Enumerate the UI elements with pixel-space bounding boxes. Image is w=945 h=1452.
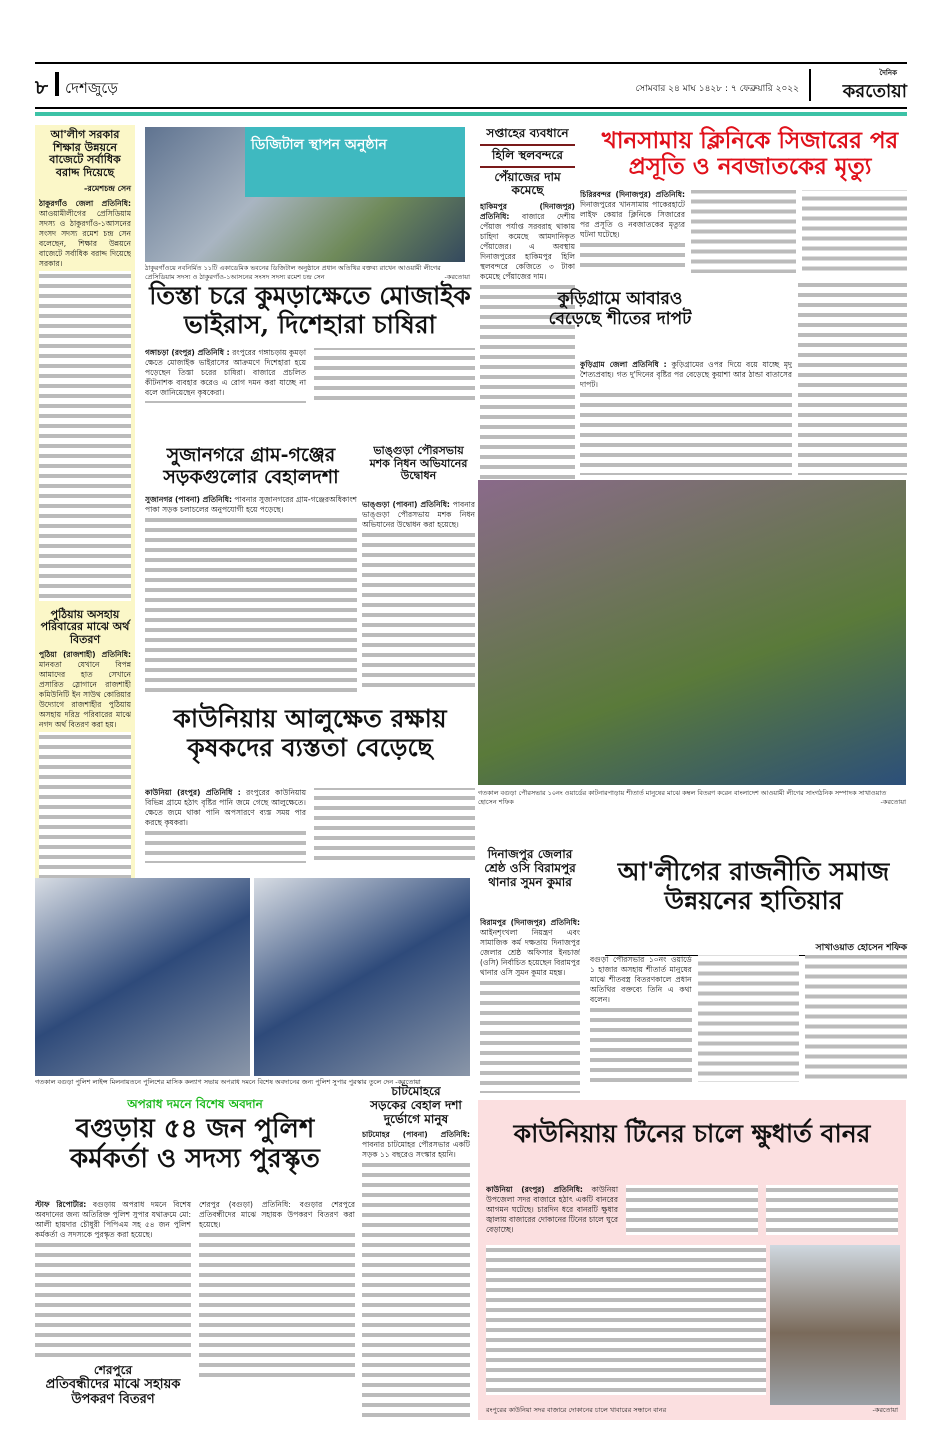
photo-caption: গতকাল বগুড়া পৌরসভার ১০নং ওয়ার্ডের কাটনারপাড়ায় শীতার্ত মানুষের মাঝে কম্বল বিতরণ করেন বাংলাদেশ আওয়ামী লীগের সাংগঠনিক সম্পাদক সাখাওয়াত হোসেন শফিক -করতোয়া [478, 789, 906, 806]
divider [55, 72, 59, 96]
text-filler [362, 1160, 470, 1420]
article-sujanagar [145, 495, 357, 695]
article-body: বগুড়ায় অপরাধ দমনে বিশেষ অবদানের জন্য অতিরিক্ত পুলিশ সুপার যথাক্রমে মো: আলী হায়দার চৌধুরী পিপিএম সহ ৫৪ জন পুলিশ কর্মকর্তা ও সদস্যকে পুরস্কৃত করা হয়েছে। [35, 1200, 191, 1239]
chatmohor-block [362, 1085, 470, 1420]
section-name: দেশজুড়ে [65, 79, 118, 97]
issue-date: সোমবার ২৪ মাঘ ১৪২৮ : ৭ ফেব্রুয়ারি ২০২২ [635, 84, 799, 94]
article-body: বাজারে দেশীয় পেঁয়াজ পর্যাপ্ত সরবরাহ থাকায় চাহিদা কমেছে আমদানিকৃত পেঁয়াজের। এ অবস্থায় দিনাজপুরের হাকিমপুর হিলি স্থলবন্দরে কেজিতে ৩ টাকা কমেছে পেঁয়াজের দাম। [480, 212, 575, 282]
kicker: শেরপুরে [93, 1363, 133, 1377]
photo-blanket-distribution [478, 480, 906, 785]
headline-aleague: আ'লীগের রাজনীতি সমাজ উন্নয়নের হাতিয়ার [617, 857, 890, 915]
photo-credit: -করতোয়া [395, 1078, 421, 1086]
text-filler [362, 530, 475, 690]
text-filler [39, 271, 131, 601]
kicker: সপ্তাহের ব্যবধানে [480, 127, 575, 146]
photo-caption: ঠাকুরগাঁওয়ে নবনির্মিত ১১টি একাডেমিক ভবনের ডিজিটাল অনুষ্ঠানে প্রধান অতিথির বক্তব্য রাখেন আওয়ামী লীগের প্রেসিডিয়াম সদস্য ও ঠাকুরগাঁও-১আসনের সংসদ সদস্য রমেশ চন্দ্র সেন -করতোয়া [145, 264, 470, 281]
article-body: রংপুরের কাউনিয়ায় বিভিন্ন গ্রামে হঠাৎ বৃষ্টির পানি জমে গেছে আলুক্ষেতে। ক্ষেতে জমে থাকা পানি অপসারণে ব্যস্ত সময় পার করছে কৃষকরা। [145, 788, 306, 827]
dateline: গঙ্গাচড়া (রংপুর) প্রতিনিধি : [145, 348, 230, 357]
photo-ceremony [145, 127, 465, 262]
article-body: দিনাজপুরের খানসামায় পাকেরহাটে লাইফ কেয়ার ক্লিনিকে সিজারের পর প্রসূতি ও নবজাতকের মৃত্যুর ঘটনা ঘটেছে। [580, 200, 685, 239]
kicker: চাটমোহরে [391, 1084, 441, 1098]
article-bogura [35, 1200, 355, 1428]
photo-credit: -করতোয়া [444, 273, 470, 281]
banner-text: ডিজিটাল স্থাপন অনুষ্ঠান [245, 127, 465, 197]
byline: সাখাওয়াত হোসেন শফিক [605, 940, 907, 956]
dateline: চিরিরবন্দর (দিনাজপুর) প্রতিনিধি: [580, 190, 685, 199]
dateline: কাউনিয়া (রংপুর) প্রতিনিধি : [145, 788, 241, 797]
article-body: আইনশৃংখলা নিয়ন্ত্রণ এবং সামাজিক কর্ম দক্ষতায় দিনাজপুর জেলার শ্রেষ্ঠ অফিসার ইনচার্জ (ওসি) নির্বাচিত হয়েছেন বিরামপুর থানার ওসি সুমন কুমার মহন্ত। [480, 928, 580, 977]
article-body: কাউনিয়া উপজেলা সদর বাজারে হঠাৎ একটি বানরের আগমন ঘটেছে। চারদিন ধরে বানরটি ক্ষুধার জ্বালায় বাজারের দোকানের টিনের চালে ঘুরে বেড়াচ্ছে। [486, 1185, 618, 1234]
headline-tista: তিস্তা চরে কুমড়াক্ষেতে মোজাইক ভাইরাস, দিশেহারা চাষিরা [149, 281, 471, 339]
newspaper-logo: করতোয়া [842, 81, 907, 102]
headline: আ'লীগ সরকার শিক্ষার উন্নয়নে বাজেটে সর্বাধিক বরাদ্দ দিয়েছে [49, 128, 121, 179]
teal-rule [35, 112, 907, 116]
dateline: চাটমোহর (পাবনা) প্রতিনিধি: [362, 1130, 470, 1140]
headline-chatmohor: সড়কের বেহাল দশা দুর্ভোগে মানুষ [370, 1097, 462, 1126]
headline-hili: পেঁয়াজের দাম কমেছে [494, 169, 561, 198]
photo-credit: -করতোয়া [872, 1406, 898, 1414]
article-khansama [580, 190, 907, 280]
text-filler [480, 978, 580, 1093]
headline: পুঠিয়ায় অসহায় পরিবারের মাঝে অর্থ বিতরণ [40, 607, 130, 646]
article-kaunia-alu [145, 788, 475, 870]
article-body: আওয়ামীলীগের প্রেসিডিয়াম সদস্য ও ঠাকুরগাঁও-১আসনের সংসদ সদস্য রমেশ চন্দ্র সেন বলেছেন, শিক্ষার উন্নয়নে বাজেটে সর্বাধিক বরাদ্দ দিয়েছে সরকার। [39, 208, 131, 268]
text-filler [35, 1240, 191, 1360]
dateline: কুড়িগ্রাম জেলা প্রতিনিধি : [580, 360, 667, 369]
police-photo-caption: গতকাল বগুড়া পুলিশ লাইন্স মিলনায়তনে পুলিশের মাসিক কল্যাণ সভায় অপরাধ দমনে বিশেষ অবদানের জন্য পুলিশ সুপার পুরস্কার তুলে দেন -করতোয়া [35, 1078, 421, 1086]
article-body: পাবনার চাটমোহর পৌরসভার একটি সড়ক ১১ বছরেও সংস্কার হয়নি। [362, 1140, 470, 1160]
headline-osi: দিনাজপুর জেলার শ্রেষ্ঠ ওসি বিরামপুর থানার সুমন কুমার [484, 847, 576, 889]
headline-bhangura: ভাঙ্গুড়া পৌরসভায় মশক নিধন অভিযানের উদ্বোধন [369, 444, 468, 483]
article-body: শেরপুর (বগুড়া) প্রতিনিধি: বগুড়ার শেরপুরে প্রতিবন্ধীদের মাঝে সহায়ক উপকরণ বিতরণ করা হয়েছে। [199, 1200, 355, 1229]
kicker: হিলি স্থলবন্দরে [480, 146, 575, 168]
headline-sherpur: প্রতিবন্ধীদের মাঝে সহায়ক উপকরণ বিতরণ [45, 1376, 181, 1407]
photo-monkey [770, 1245, 900, 1405]
headline-monkey: কাউনিয়ায় টিনের চালে ক্ষুধার্ত বানর [513, 1119, 871, 1148]
text-filler [486, 1245, 766, 1395]
dateline: কাউনিয়া (রংপুর) প্রতিনিধি: [486, 1185, 583, 1194]
article-body: পাবনার সুজানগরের গ্রাম-গঞ্জেরঅধিকাংশ পাকা সড়ক চলাচলের অনুপযোগী হয়ে পড়েছে। [145, 495, 357, 514]
page-number: ৮ [35, 75, 48, 99]
article-tista [145, 348, 475, 440]
divider [809, 69, 811, 101]
dateline: বিরামপুর (দিনাজপুর) প্রতিনিধি: [480, 918, 580, 927]
headline-kurigram: কুড়িগ্রামে আবারও বেড়েছে শীতের দাপট [548, 289, 692, 329]
article-osi [480, 918, 580, 1093]
dateline: ভাঙ্গুড়া (পাবনা) প্রতিনিধি: [362, 500, 450, 509]
headline-kaunia-alu: কাউনিয়ায় আলুক্ষেত রক্ষায় কৃষকদের ব্যস্ততা বেড়েছে [173, 704, 447, 762]
monkey-story-box [478, 1100, 906, 1420]
headline-sujanagar: সুজানগরে গ্রাম-গঞ্জের সড়কগুলোর বেহালদশা [163, 444, 339, 488]
article-body: মানবতা যেখানে বিপন্ন আমাদের হাত সেখানে প্রসারিত স্লোগানে রাজশাহী কমিউনিটি ইন সাউথ কোরিয়ার উদ্যোগে রাজশাহীর পুঠিয়ায় অসহায় দরিদ্র পরিবারের মাঝে নগদ অর্থ বিতরণ করা হয়। [39, 660, 131, 730]
article-body: কুড়িগ্রামের ওপর দিয়ে বয়ে যাচ্ছে মৃদু শৈত্যপ্রবাহ। গত দু'দিনের বৃষ্টির পর বেড়েছে কুয়াশা আর ঠান্ডা বাতাসের দাপট। [580, 360, 792, 389]
logo-small: দৈনিক [879, 69, 897, 77]
photo-police-award-2 [254, 878, 470, 1076]
text-filler [590, 955, 907, 1082]
dateline: পুঠিয়া (রাজশাহী) প্রতিনিধি: [39, 650, 131, 660]
dateline: স্টাফ রিপোর্টার: [35, 1200, 87, 1209]
article-bhangura [362, 500, 475, 695]
headline-khansama: খানসামায় ক্লিনিকে সিজারের পর প্রসূতি ও নবজাতকের মৃত্যু [601, 127, 899, 181]
top-rule [35, 62, 907, 64]
byline: -রমেশচন্দ্র সেন [84, 183, 131, 193]
page-header [35, 67, 907, 107]
photo-caption: রংপুরের কাউনিয়া সদর বাজারে দোকানের চালে খাবারের সন্ধানে বানর [486, 1406, 667, 1414]
article-body: পাবনার ভাঙ্গুড়া পৌরসভায় মশক নিধন অভিযানের উদ্বোধন করা হয়েছে। [362, 500, 475, 529]
article-aleague [590, 955, 907, 1093]
photo-credit: -করতোয়া [880, 798, 906, 806]
dateline: ঠাকুরগাঁও জেলা প্রতিনিধি: [39, 198, 131, 208]
text-filler [798, 280, 907, 475]
text-filler [145, 515, 357, 695]
header-rule [35, 107, 907, 109]
text-filler [626, 1185, 898, 1235]
dateline: হাকিমপুর (দিনাজপুর) প্রতিনিধি: [480, 202, 575, 222]
article-body: বগুড়া পৌরসভার ১০নং ওয়ার্ডে ১ হাজার অসহায় শীতার্ত মানুষের মাঝে শীতবস্ত্র বিতরণকালে প্রধান অতিথির বক্তব্যে তিনি এ কথা বলেন। [590, 955, 692, 1004]
kicker: অপরাধ দমনে বিশেষ অবদান [127, 1097, 263, 1111]
article-body: রংপুরের গঙ্গাচড়ায় কুমড়া ক্ষেতে মোজাইক ভাইরাসের আক্রমণে দিশেহারা হয়ে পড়েছেন তিস্তা চরের চাষিরা। বাজারে প্রচলিত কীটনাশক ব্যবহার করেও এ রোগ দমন করা যাচ্ছে না বলে জানিয়েছেন কৃষকেরা। [145, 348, 306, 397]
headline-bogura: বগুড়ায় ৫৪ জন পুলিশ কর্মকর্তা ও সদস্য পুরস্কৃত [70, 1114, 320, 1174]
dateline: সুজানগর (পাবনা) প্রতিনিধি: [145, 495, 232, 504]
photo-police-award-1 [35, 878, 250, 1076]
text-filler [580, 390, 792, 475]
text-filler [199, 1230, 355, 1380]
article-kurigram [580, 360, 792, 475]
